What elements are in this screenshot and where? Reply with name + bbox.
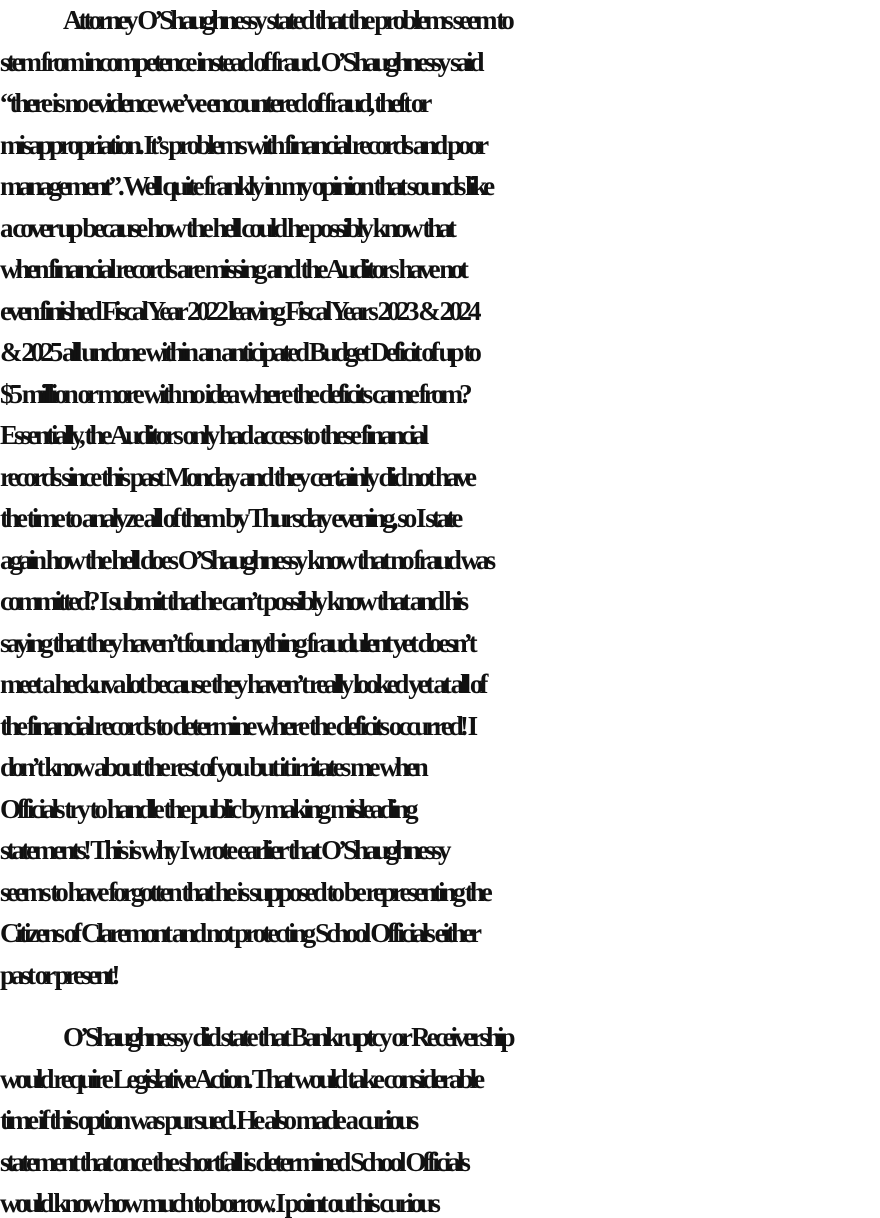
text-line: don’t know about the rest of you but it irritates me when <box>0 752 425 782</box>
text-line: O’Shaughnessy did state that Bankruptcy or Receivership <box>63 1022 512 1052</box>
text-line: statements! This is why I wrote earlier that O’Shaughnessy <box>0 835 448 865</box>
text-line: seems to have forgotten that he is supposed to be representing the <box>0 876 489 907</box>
paragraph-2 <box>0 1017 880 1218</box>
text-line: Attorney O’Shaughnessy stated that the problems seem to <box>63 5 511 35</box>
text-line: past or present! <box>0 959 117 990</box>
text-line: meet a heckuva lot because they haven’t really looked yet at all of <box>0 669 485 699</box>
text-line: misappropriation. It’s problems with financial records and poor <box>0 129 486 160</box>
text-line: Citizens of Claremont and not protecting School Officials either <box>0 918 478 948</box>
text-line: the time to analyze all of them by Thursday evening, so I state <box>0 503 460 533</box>
text-line: management”. Well quite frankly in my opinion that sounds like <box>0 171 492 201</box>
text-line: Officials try to handle the public by making misleading <box>0 793 415 824</box>
text-line: committed? I submit that he can’t possibly know that and his <box>0 586 466 616</box>
text-line: saying that they haven’t found anything fraudulent yet doesn’t <box>0 627 474 658</box>
text-line: when financial records are missing and the Auditors have not <box>0 254 465 284</box>
text-line: stem from incompetence instead of fraud. O’Shaughnessy said <box>0 46 481 77</box>
text-line: records since this past Monday and they certainly did not have <box>0 461 474 492</box>
text-line: “there is no evidence we’ve encountered of fraud, theft or <box>0 88 429 118</box>
text-line: $5 million or more with no idea where the deficits came from? <box>0 378 469 409</box>
text-line: Essentially, the Auditors only had access to these financial <box>0 420 426 450</box>
text-line: a cover up because how the hell could he possibly know that <box>0 212 453 243</box>
text-line: statement that once the shortfall is determined School Officials <box>0 1146 467 1177</box>
text-line: would know how much to borrow. I point out his curious <box>0 1188 437 1218</box>
text-line: again how the hell does O’Shaughnessy know that no fraud was <box>0 544 493 575</box>
text-line: time if this option was pursued. He also made a curious <box>0 1105 416 1135</box>
text-line: would require Legislative Action. That would take considerable <box>0 1063 482 1094</box>
text-line: & 2025 all undone within an anticipated Budget Deficit of up to <box>0 337 478 367</box>
text-line: even finished Fiscal Year 2022 leaving Fiscal Years 2023 & 2024 <box>0 295 478 326</box>
text-line: the financial records to determine where the deficits occurred! I <box>0 710 475 741</box>
